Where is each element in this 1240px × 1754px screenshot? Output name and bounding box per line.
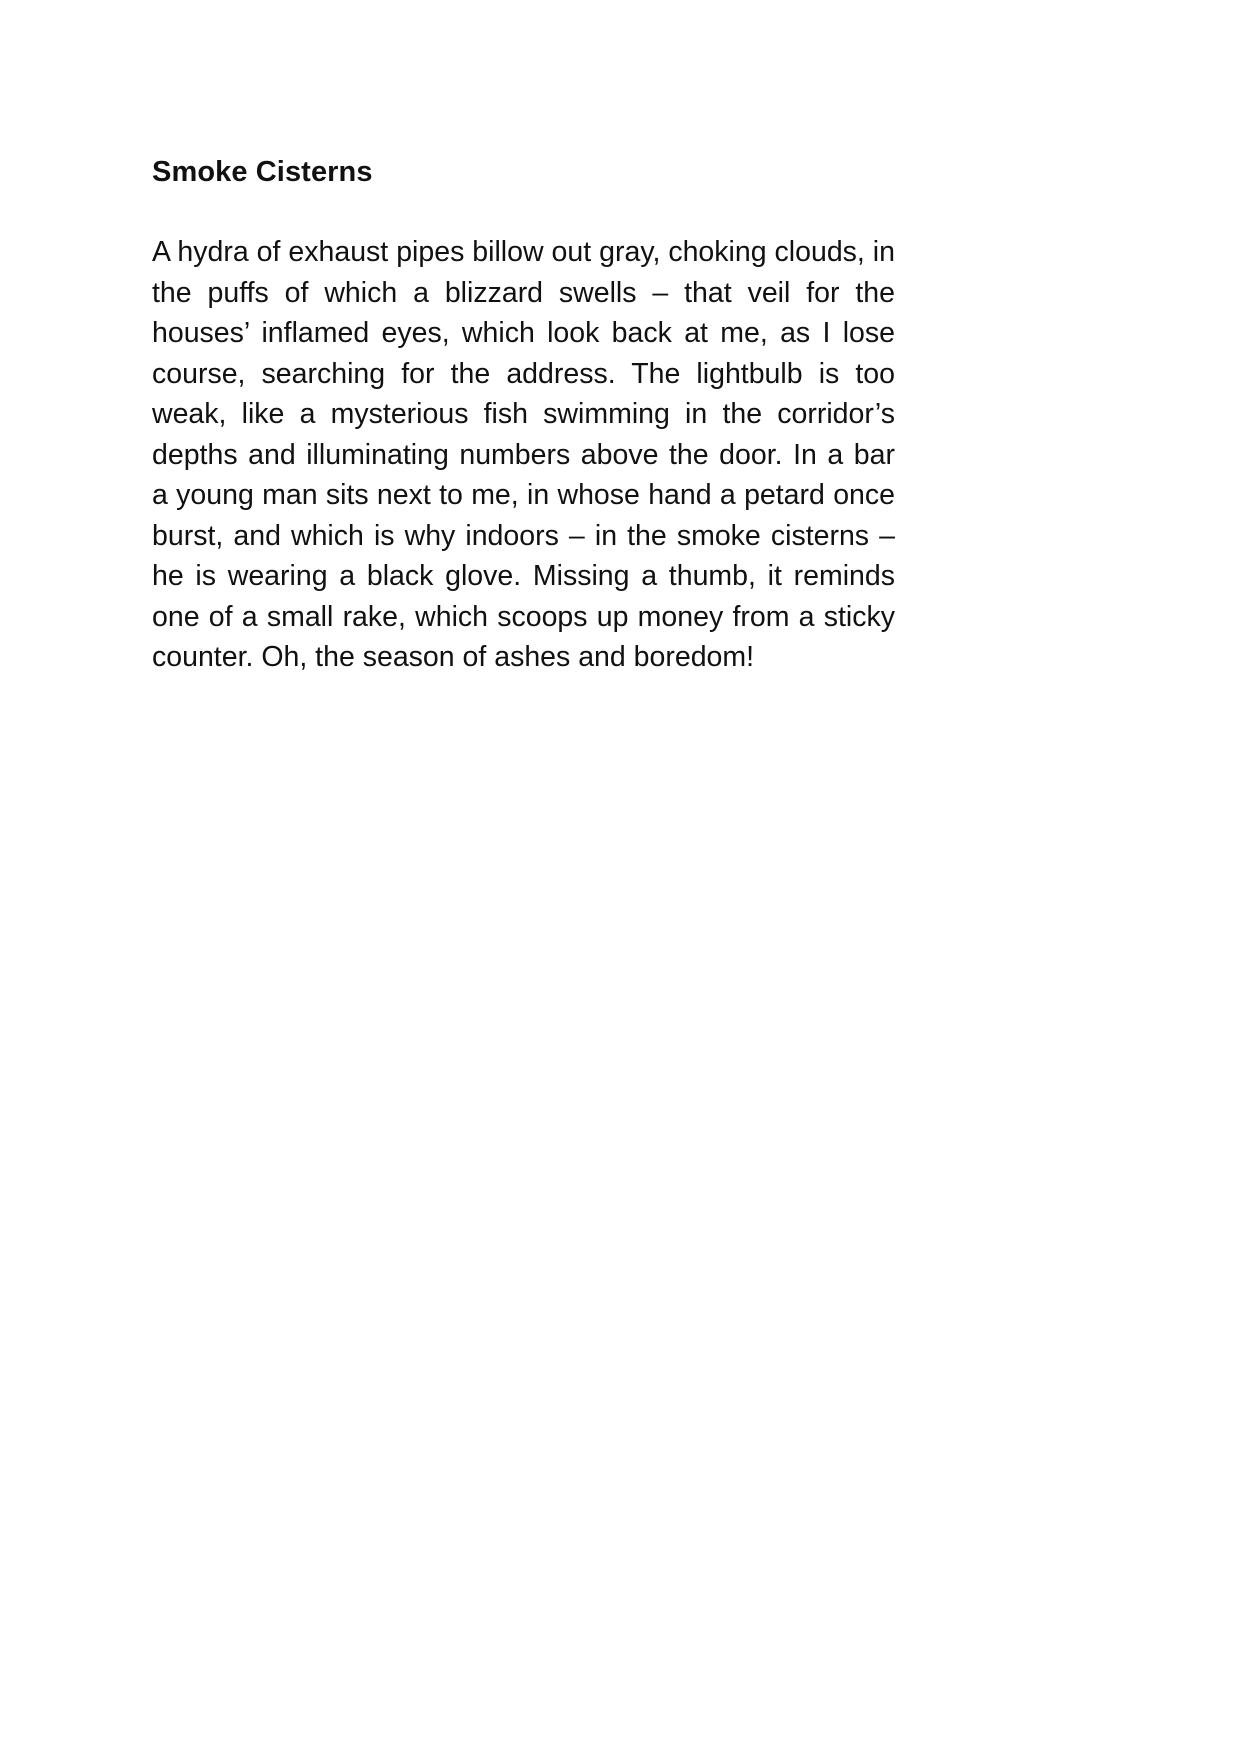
poem-paragraph: A hydra of exhaust pipes billow out gray, choking clouds, in the puffs of which a blizzard swells – that veil for the houses’ inflamed eyes, which look back at me, as I lose course, searching for the address. The lightbulb is too weak, like a mysterious fish swimming in the corridor’s depths and illuminating numbers above the door. In a bar a young man sits next to me, in whose hand a petard once burst, and which is why indoors – in the smoke cisterns – he is wearing a black glove. Missing a thumb, it reminds one of a small rake, which scoops up money from a sticky counter. Oh, the season of ashes and boredom! bbox=[152, 236, 895, 673]
poem-title: Smoke Cisterns bbox=[152, 156, 373, 188]
text-block bbox=[152, 152, 895, 678]
